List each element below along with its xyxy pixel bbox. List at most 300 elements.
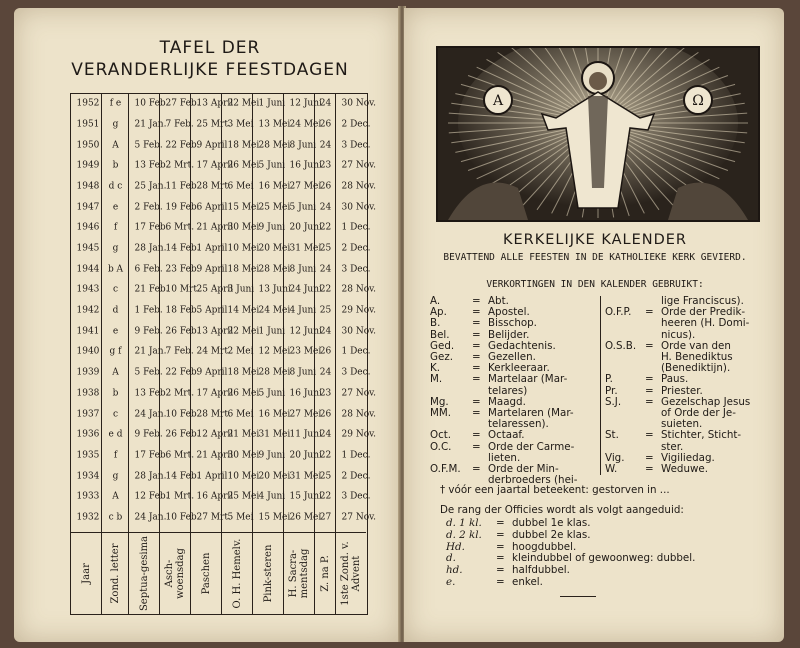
table-cell: 1946 <box>76 222 99 233</box>
table-cell: 9 Juni <box>258 222 285 233</box>
abbreviation-meaning: heeren (H. Domi- <box>661 317 750 330</box>
abbreviation-meaning: Gezelschap Jesus <box>661 395 751 408</box>
table-cell: 12 Mei <box>258 347 290 357</box>
table-cell: 28 Mei <box>258 140 290 151</box>
table-cell: 30 Nov. <box>341 98 376 109</box>
table-cell: 23 <box>319 388 331 399</box>
table-column-5 <box>222 94 259 614</box>
table-cell: 24 <box>319 429 331 440</box>
table-cell: 19 Feb. <box>165 202 200 213</box>
equals-sign: = <box>645 306 654 319</box>
table-cell: 17 April <box>196 160 233 171</box>
table-cell: 29 Nov. <box>341 429 376 440</box>
table-cell: 10 Feb. <box>134 98 169 109</box>
table-cell: 3 Dec. <box>341 367 371 378</box>
table-cell: 16 April <box>196 491 233 502</box>
engraving-image <box>438 48 758 220</box>
table-cell: A <box>111 140 119 151</box>
table-cell: 24 <box>319 326 331 337</box>
table-cell: g f <box>109 347 121 357</box>
office-degree-meaning: halfdubbel. <box>512 564 570 577</box>
office-degree-key: hd. <box>446 564 463 577</box>
office-degree-meaning: dubbel 2e klas. <box>512 528 591 541</box>
table-cell: 5 Juni <box>258 160 285 171</box>
death-cross-note: † vóór een jaartal beteekent: gestorven in ... <box>440 484 670 496</box>
abbreviation-meaning: (Benediktijn). <box>661 362 731 375</box>
table-cell: 1950 <box>76 140 99 151</box>
table-cell: 24 Jan. <box>134 409 166 420</box>
table-title-line1: TAFEL DER <box>159 38 261 58</box>
table-cell: 30 Mei <box>227 222 259 233</box>
table-cell: 2 Dec. <box>341 119 371 130</box>
table-column-header: Jaar <box>71 532 101 614</box>
abbreviation-key: M. <box>430 373 443 386</box>
equals-sign: = <box>645 339 654 352</box>
table-column-header: Z. na P. <box>315 532 335 614</box>
equals-sign: = <box>496 564 505 577</box>
abbreviation-row <box>605 430 765 441</box>
table-column-2 <box>129 94 169 614</box>
table-cell: 1932 <box>76 512 99 523</box>
table-cell: 27 Mei <box>289 409 321 420</box>
abbreviations-heading: VERKORTINGEN IN DEN KALENDER GEBRUIKT: <box>486 279 704 290</box>
table-cell: 1 Mrt. <box>165 491 194 502</box>
table-cell: 27 <box>319 512 331 523</box>
table-cell: 22 <box>319 284 331 295</box>
table-cell: g <box>112 243 118 254</box>
table-cell: 18 Feb. <box>165 305 200 316</box>
table-cell: e d <box>108 429 122 440</box>
table-column-values <box>102 94 128 532</box>
abbreviation-meaning: Priester. <box>661 384 703 397</box>
table-cell: 8 Juni <box>289 140 316 151</box>
table-cell: 3 Mei <box>227 119 254 130</box>
table-cell: 21 Jan. <box>134 347 166 357</box>
christ-alpha-omega-illustration <box>436 46 760 222</box>
abbreviation-meaning: lieten. <box>488 451 521 464</box>
table-cell: 1940 <box>76 347 99 357</box>
table-cell: 17 April <box>196 388 233 399</box>
table-cell: 13 Feb. <box>134 388 169 399</box>
table-cell: 22 <box>319 222 331 233</box>
table-cell: f <box>113 450 117 461</box>
table-cell: 9 Juni <box>258 450 285 461</box>
table-cell: 30 Mei <box>227 450 259 461</box>
table-cell: 1938 <box>76 388 99 399</box>
table-cell: 17 Feb. <box>134 222 169 233</box>
abbreviation-row <box>430 318 598 329</box>
table-cell: 6 Mrt. <box>165 450 194 461</box>
abbreviation-meaning: telaressen). <box>488 418 549 431</box>
table-cell: 20 Juni <box>289 450 322 461</box>
table-cell: e <box>112 326 118 337</box>
table-cell: 10 Mrt. <box>165 284 200 295</box>
table-cell: 7 Feb. <box>165 347 194 357</box>
equals-sign <box>645 352 661 363</box>
table-cell: 13 Feb. <box>134 160 169 171</box>
abbreviation-meaning: Martelaar (Mar- <box>488 373 568 386</box>
table-cell: 13 Juni <box>258 284 291 295</box>
table-cell: 13 April <box>196 98 233 109</box>
equals-sign: = <box>472 295 481 307</box>
equals-sign: = <box>472 351 481 364</box>
table-cell: 16 Mei <box>258 181 290 192</box>
table-cell: 1 Dec. <box>341 347 371 357</box>
table-column-1 <box>102 94 129 614</box>
table-cell: 22 <box>319 491 331 502</box>
table-cell: 13 Mei <box>258 119 290 130</box>
abbreviation-meaning: Stichter, Sticht- <box>661 429 742 442</box>
table-cell: 23 Feb. <box>165 264 200 275</box>
table-column-header: Pink-steren <box>253 532 283 614</box>
table-column-header: O. H. Hemelv. <box>222 532 252 614</box>
table-cell: 28 Mrt. <box>196 181 231 192</box>
table-cell: 30 Nov. <box>341 202 376 213</box>
table-cell: 11 Juni <box>289 429 322 440</box>
abbreviation-key <box>605 318 645 329</box>
equals-sign: = <box>472 407 481 420</box>
table-cell: 2 Feb. <box>134 202 163 213</box>
table-cell: 1 Juni <box>258 326 285 337</box>
abbreviation-meaning: ster. <box>661 440 684 453</box>
abbreviation-meaning: Vigiliedag. <box>661 451 715 464</box>
table-cell: c <box>112 409 118 420</box>
table-cell: 10 Feb. <box>165 409 200 420</box>
table-cell: 4 Juni <box>258 491 285 502</box>
table-cell: 24 Mei <box>258 305 290 316</box>
table-cell: 28 Mrt. <box>196 409 231 420</box>
table-cell: d <box>112 305 118 316</box>
table-cell: 1948 <box>76 181 99 192</box>
table-cell: 18 Mei <box>227 140 259 151</box>
table-cell: 1936 <box>76 429 99 440</box>
abbreviation-row <box>605 374 765 385</box>
office-degree-meaning: hoogdubbel. <box>512 540 577 553</box>
table-cell: 1935 <box>76 450 99 461</box>
table-cell: 16 Juni <box>289 388 322 399</box>
abbreviations-right-column <box>600 296 765 475</box>
table-cell: 27 Mrt. <box>196 512 231 523</box>
abbreviation-key: O.S.B. <box>605 339 637 352</box>
table-cell: e <box>112 202 118 213</box>
table-cell: 1951 <box>76 119 99 130</box>
table-column-8 <box>315 94 336 614</box>
table-cell: 24 Mrt. <box>196 347 231 357</box>
abbreviation-meaning: Martelaren (Mar- <box>488 407 574 420</box>
table-cell: f <box>113 222 117 233</box>
table-cell: 24 <box>319 367 331 378</box>
calendar-subtitle: BEVATTEND ALLE FEESTEN IN DE KATHOLIEKE KERK GEVIERD. <box>443 252 747 263</box>
table-cell: 2 Mei <box>227 347 254 357</box>
table-cell: 9 April <box>196 367 227 378</box>
equals-sign: = <box>472 373 481 386</box>
office-rank-note: De rang der Officies wordt als volgt aangeduid: <box>440 504 684 516</box>
table-cell: 28 Mei <box>258 264 290 275</box>
table-cell: 10 Feb. <box>165 512 200 523</box>
table-cell: b A <box>107 264 123 275</box>
table-cell: 3 Dec. <box>341 140 371 151</box>
table-cell: 1943 <box>76 284 99 295</box>
table-cell: 21 Feb. <box>134 284 169 295</box>
abbreviation-meaning: Bisschop. <box>488 317 537 330</box>
abbreviation-key: O.F.M. <box>430 463 461 476</box>
table-cell: 21 April <box>196 222 233 233</box>
table-cell: 25 <box>319 305 331 316</box>
equals-sign <box>645 318 661 329</box>
table-column-values <box>129 94 169 532</box>
table-cell: 1952 <box>76 98 99 109</box>
table-column-0 <box>71 94 102 614</box>
table-cell: 5 Mei <box>227 512 254 523</box>
abbreviation-meaning: Abt. <box>488 295 509 307</box>
abbreviation-key: Ap. <box>430 306 447 319</box>
table-cell: 1 April <box>196 471 227 482</box>
abbreviation-meaning: Kerkleeraar. <box>488 362 550 375</box>
table-cell: 24 Jan. <box>134 512 166 523</box>
table-cell: 21 Mei <box>227 429 259 440</box>
abbreviation-meaning: Apostel. <box>488 306 530 319</box>
table-cell: g <box>112 119 118 130</box>
table-column-header: Zond. letter <box>102 532 128 614</box>
office-degree-row <box>446 565 695 577</box>
table-cell: 15 Mei <box>258 512 290 523</box>
table-cell: 6 Mei <box>227 181 254 192</box>
table-column-values <box>71 94 101 532</box>
table-cell: 22 Feb. <box>165 140 200 151</box>
table-cell: 2 Mrt. <box>165 388 194 399</box>
table-column-header: Septua-gesima <box>129 532 159 614</box>
table-cell: 12 April <box>196 429 233 440</box>
abbreviation-meaning: Orde der Carme- <box>488 440 575 453</box>
abbreviation-key: S.J. <box>605 395 622 408</box>
table-cell: 26 <box>319 119 331 130</box>
table-cell: f e <box>109 98 121 109</box>
table-cell: 22 Mei <box>227 98 259 109</box>
table-cell: 30 Nov. <box>341 326 376 337</box>
table-cell: 21 Jan. <box>134 119 166 130</box>
table-cell: 26 <box>319 409 331 420</box>
table-column-9 <box>336 94 376 614</box>
table-cell: 10 Mei <box>227 471 259 482</box>
table-cell: 9 April <box>196 264 227 275</box>
table-cell: 13 April <box>196 326 233 337</box>
abbreviation-meaning: Orde van den <box>661 339 731 352</box>
table-cell: d c <box>108 181 122 192</box>
table-cell: 5 April <box>196 305 227 316</box>
equals-sign: = <box>472 463 481 476</box>
table-column-6 <box>253 94 291 614</box>
table-cell: 3 Dec. <box>341 491 371 502</box>
abbreviation-key: Mg. <box>430 395 449 408</box>
table-column-header: H. Sacra-mentsdag <box>284 532 314 614</box>
table-cell: c b <box>108 512 122 523</box>
equals-sign: = <box>496 517 505 529</box>
abbreviation-key: K. <box>430 362 441 375</box>
table-column-values <box>336 94 376 532</box>
table-cell: 24 <box>319 98 331 109</box>
table-cell: 3 Dec. <box>341 264 371 275</box>
table-cell: 29 Nov. <box>341 305 376 316</box>
table-column-header: Paschen <box>191 532 221 614</box>
equals-sign <box>645 408 661 419</box>
abbreviation-meaning: H. Benediktus <box>661 351 733 364</box>
table-cell: 1945 <box>76 243 99 254</box>
table-cell: 6 April <box>196 202 227 213</box>
equals-sign: = <box>472 306 481 319</box>
table-cell: 14 Mei <box>227 305 259 316</box>
abbreviation-meaning: telares) <box>488 384 528 397</box>
abbreviation-row <box>605 318 765 329</box>
table-cell: 22 Feb. <box>165 367 200 378</box>
equals-sign: = <box>472 328 481 341</box>
equals-sign: = <box>472 317 481 330</box>
abbreviations-left-column <box>430 296 598 486</box>
table-cell: 7 Feb. <box>165 119 194 130</box>
office-degree-meaning: enkel. <box>512 575 543 588</box>
table-cell: 22 <box>319 450 331 461</box>
abbreviation-key: Gez. <box>430 351 453 364</box>
equals-sign: = <box>496 552 505 565</box>
abbreviation-key: B. <box>430 317 441 330</box>
table-cell: 28 Jan. <box>134 471 166 482</box>
table-column-7 <box>284 94 322 614</box>
table-cell: 3 Juni <box>227 284 254 295</box>
table-cell: 24 Juni <box>289 284 322 295</box>
abbreviation-meaning: Orde der Predik- <box>661 306 746 319</box>
abbreviation-key: W. <box>605 463 618 476</box>
table-cell: 24 Mei <box>289 119 321 130</box>
abbreviation-row <box>605 464 765 475</box>
table-cell: 14 Feb. <box>165 471 200 482</box>
calendar-title: KERKELIJKE KALENDER <box>503 232 687 248</box>
table-cell: 25 <box>319 243 331 254</box>
office-degree-row <box>446 577 695 589</box>
table-cell: 25 Mei <box>258 202 290 213</box>
table-cell: 25 Jan. <box>134 181 166 192</box>
table-cell: 12 Feb. <box>134 491 169 502</box>
table-cell: 26 <box>319 347 331 357</box>
abbreviation-meaning: Gezellen. <box>488 351 536 364</box>
equals-sign: = <box>645 429 654 442</box>
table-cell: 26 <box>319 181 331 192</box>
table-cell: 28 Jan. <box>134 243 166 254</box>
equals-sign: = <box>472 362 481 375</box>
table-cell: 1933 <box>76 491 99 502</box>
table-cell: g <box>112 471 118 482</box>
abbreviation-key: P. <box>605 373 613 386</box>
abbreviation-key: St. <box>605 429 619 442</box>
abbreviation-meaning: derbroeders (hei- <box>488 474 578 487</box>
table-cell: 27 Nov. <box>341 512 376 523</box>
abbreviation-meaning: Belijder. <box>488 328 530 341</box>
table-cell: 9 April <box>196 140 227 151</box>
abbreviation-meaning: nicus). <box>661 328 696 341</box>
table-cell: 2 Dec. <box>341 243 371 254</box>
table-cell: A <box>111 367 119 378</box>
equals-sign: = <box>496 575 505 588</box>
feast-table-rotated <box>71 94 376 614</box>
table-cell: 26 Mei <box>227 388 259 399</box>
abbreviation-meaning: lige Franciscus). <box>661 295 744 307</box>
equals-sign: = <box>472 395 481 408</box>
table-cell: A <box>111 491 119 502</box>
abbreviation-meaning: Weduwe. <box>661 463 709 476</box>
table-cell: 20 Mei <box>258 243 290 254</box>
table-cell: 8 Juni <box>289 264 316 275</box>
abbreviation-key: O.C. <box>430 440 452 453</box>
table-cell: 25 <box>319 471 331 482</box>
table-cell: 1944 <box>76 264 99 275</box>
abbreviation-key: Bel. <box>430 328 450 341</box>
office-degree-key: d. 2 kl. <box>446 528 482 541</box>
table-cell: 1939 <box>76 367 99 378</box>
table-cell: 24 <box>319 264 331 275</box>
equals-sign: = <box>496 528 505 541</box>
abbreviation-key <box>605 352 645 363</box>
table-cell: 27 Feb. <box>165 98 200 109</box>
table-cell: 27 Mei <box>289 181 321 192</box>
table-cell: 22 Mei <box>227 326 259 337</box>
table-column-header: 1ste Zond. v. Advent <box>336 532 366 614</box>
abbreviation-meaning: Paus. <box>661 373 689 386</box>
abbreviation-key <box>605 408 645 419</box>
table-cell: 31 Mei <box>258 429 290 440</box>
table-cell: 1949 <box>76 160 99 171</box>
equals-sign: = <box>645 373 654 386</box>
abbreviation-key: MM. <box>430 407 452 420</box>
table-cell: 18 Mei <box>227 367 259 378</box>
equals-sign: = <box>645 451 654 464</box>
table-cell: 1 Feb. <box>134 305 163 316</box>
table-cell: 6 Mrt. <box>165 222 194 233</box>
table-cell: 1947 <box>76 202 99 213</box>
table-cell: 5 Feb. <box>134 140 163 151</box>
table-column-3 <box>160 94 200 614</box>
alpha-letter: A <box>492 93 504 109</box>
equals-sign: = <box>472 440 481 453</box>
abbreviation-key: A. <box>430 295 441 307</box>
office-degree-key: d. <box>446 552 456 565</box>
table-title-line2: VERANDERLIJKE FEESTDAGEN <box>71 60 349 80</box>
table-cell: 1937 <box>76 409 99 420</box>
table-cell: 11 Feb. <box>165 181 200 192</box>
table-cell: 16 Juni <box>289 160 322 171</box>
table-cell: b <box>112 160 118 171</box>
table-cell: 1942 <box>76 305 99 316</box>
table-cell: 15 Juni <box>289 491 322 502</box>
table-cell: 16 Mei <box>258 409 290 420</box>
office-degree-key: e. <box>446 575 456 588</box>
table-cell: 20 Juni <box>289 222 322 233</box>
table-cell: 31 Mei <box>289 243 321 254</box>
table-cell: 26 Mei <box>289 512 321 523</box>
table-cell: 12 Juni <box>289 326 322 337</box>
abbreviation-meaning: Gedachtenis. <box>488 339 556 352</box>
table-cell: 9 Feb. <box>134 429 163 440</box>
abbreviation-meaning: suieten. <box>661 418 703 431</box>
table-cell: 1 Dec. <box>341 222 371 233</box>
closing-rule <box>560 596 596 597</box>
table-cell: 24 <box>319 202 331 213</box>
omega-letter: Ω <box>692 93 704 109</box>
equals-sign: = <box>645 463 654 476</box>
table-cell: 27 Nov. <box>341 160 376 171</box>
table-cell: 1 Dec. <box>341 450 371 461</box>
table-cell: 15 Mei <box>227 202 259 213</box>
table-column-4 <box>191 94 233 614</box>
table-cell: 28 Nov. <box>341 181 376 192</box>
table-cell: 14 Feb. <box>165 243 200 254</box>
